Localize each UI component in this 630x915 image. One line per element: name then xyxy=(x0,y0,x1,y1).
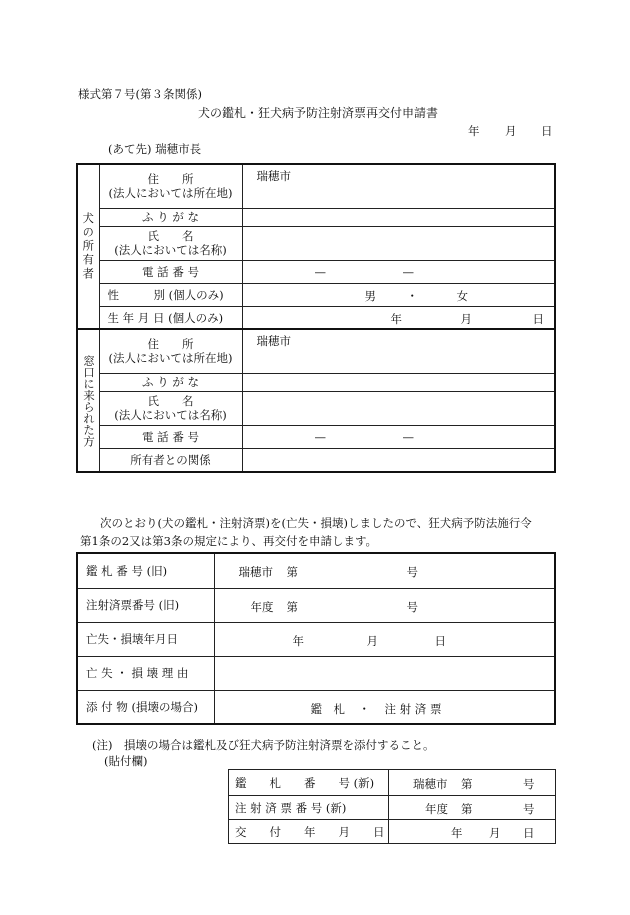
applicant-table xyxy=(76,163,556,473)
owner-furigana-label: ふ り が な xyxy=(99,208,242,226)
new-tag-city: 瑞穂市 xyxy=(413,777,448,791)
owner-furigana-field[interactable] xyxy=(242,208,555,226)
visitor-phone-dash-2: — xyxy=(402,429,414,444)
old-tag-go: 号 xyxy=(406,565,418,579)
loss-reason-field[interactable] xyxy=(214,656,555,690)
owner-name-field[interactable] xyxy=(242,226,555,260)
visitor-furigana-label: ふ り が な xyxy=(99,373,242,391)
issue-date-field[interactable] xyxy=(389,820,556,844)
old-vaccine-dai: 第 xyxy=(286,599,298,614)
birth-month-unit: 月 xyxy=(460,311,472,326)
visitor-address-field[interactable] xyxy=(242,329,555,373)
visitor-furigana-field[interactable] xyxy=(242,373,555,391)
owner-phone-dash-1: — xyxy=(314,264,326,279)
owner-phone-label: 電 話 番 号 xyxy=(99,260,242,283)
old-tag-city: 瑞穂市 xyxy=(238,565,273,579)
old-tag-number-field[interactable] xyxy=(214,553,555,588)
visitor-name-label: 氏 名 (法人においては名称) xyxy=(99,391,242,425)
attachment-label: 添 付 物 (損壊の場合) xyxy=(77,690,214,724)
owner-address-prefix: 瑞穂市 xyxy=(256,169,291,183)
new-vaccine-label: 注 射 済 票 番 号 (新) xyxy=(229,796,389,820)
form-title: 犬の鑑札・狂犬病予防注射済票再交付申請書 xyxy=(198,106,439,120)
statement-line-1: 次のとおり(犬の鑑札・注射済票)を(亡失・損壊)しましたので、狂犬病予防法施行令 xyxy=(100,516,532,530)
attachment-field[interactable] xyxy=(214,690,555,724)
issue-day-unit: 日 xyxy=(523,826,535,840)
old-tag-dai: 第 xyxy=(286,565,298,579)
old-vaccine-number-field[interactable] xyxy=(214,588,555,622)
sex-separator: ・ xyxy=(406,288,418,303)
visitor-phone-dash-1: — xyxy=(314,429,326,444)
owner-name-label: 氏 名 (法人においては名称) xyxy=(99,226,242,260)
addressee: (あて先) 瑞穂市長 xyxy=(108,142,202,156)
date-year: 年 xyxy=(468,124,480,138)
new-vaccine-nendo: 年度 xyxy=(425,802,448,816)
statement-line-2: 第1条の2又は第3条の規定により、再交付を申請します。 xyxy=(80,534,378,548)
old-vaccine-number-label: 注射済票番号 (旧) xyxy=(77,588,214,622)
visitor-address-label: 住 所 (法人においては所在地) xyxy=(99,329,242,373)
visitor-name-field[interactable] xyxy=(242,391,555,425)
birth-year-unit: 年 xyxy=(390,311,402,326)
new-vaccine-dai: 第 xyxy=(461,802,473,816)
owner-phone-field[interactable] xyxy=(242,260,555,283)
new-vaccine-field[interactable] xyxy=(389,796,556,820)
attach-tag-option[interactable]: 鑑 札 xyxy=(310,701,345,716)
owner-group-label: 犬の所有者 xyxy=(77,164,99,329)
loss-year-unit: 年 xyxy=(292,633,304,648)
date-day: 日 xyxy=(541,124,553,138)
new-tag-go: 号 xyxy=(523,777,535,791)
new-vaccine-go: 号 xyxy=(523,802,535,816)
loss-month-unit: 月 xyxy=(366,633,378,648)
loss-day-unit: 日 xyxy=(434,633,446,648)
issue-date-label: 交 付 年 月 日 xyxy=(229,820,389,844)
new-tag-dai: 第 xyxy=(461,777,473,791)
issue-year-unit: 年 xyxy=(451,826,463,840)
old-tag-number-label: 鑑 札 番 号 (旧) xyxy=(77,553,214,588)
owner-address-label: 住 所 (法人においては所在地) xyxy=(99,164,242,208)
visitor-relation-field[interactable] xyxy=(242,448,555,472)
new-tag-label: 鑑 札 番 号 (新) xyxy=(229,770,389,796)
visitor-address-prefix: 瑞穂市 xyxy=(256,334,291,348)
note-text: (注) 損壊の場合は鑑札及び狂犬病予防注射済票を添付すること。 xyxy=(92,738,435,752)
date-month: 月 xyxy=(505,124,517,138)
attach-vaccine-option[interactable]: 注 射 済 票 xyxy=(384,701,442,716)
visitor-group-label: 窓口に来られた方 xyxy=(77,329,99,472)
sex-male-option[interactable]: 男 xyxy=(364,288,376,303)
details-table xyxy=(76,552,556,725)
issue-month-unit: 月 xyxy=(489,826,501,840)
owner-birth-label: 生 年 月 日 (個人のみ) xyxy=(99,306,242,329)
attach-separator: ・ xyxy=(358,701,370,716)
owner-address-field[interactable] xyxy=(242,164,555,208)
visitor-relation-label: 所有者との関係 xyxy=(99,448,242,472)
loss-date-label: 亡失・損壊年月日 xyxy=(77,622,214,656)
birth-day-unit: 日 xyxy=(532,311,544,326)
owner-sex-label: 性 別 (個人のみ) xyxy=(99,283,242,306)
loss-date-field[interactable] xyxy=(214,622,555,656)
visitor-phone-label: 電 話 番 号 xyxy=(99,425,242,448)
owner-sex-field[interactable] xyxy=(242,283,555,306)
visitor-phone-field[interactable] xyxy=(242,425,555,448)
paste-area-label: (貼付欄) xyxy=(104,754,148,768)
issue-table xyxy=(228,769,556,844)
old-vaccine-nendo: 年度 xyxy=(250,599,274,614)
form-number: 様式第７号(第３条関係) xyxy=(78,87,202,101)
new-tag-field[interactable] xyxy=(389,770,556,796)
sex-female-option[interactable]: 女 xyxy=(456,288,468,303)
owner-birth-field[interactable] xyxy=(242,306,555,329)
owner-phone-dash-2: — xyxy=(402,264,414,279)
loss-reason-label: 亡 失 ・ 損 壊 理 由 xyxy=(77,656,214,690)
old-vaccine-go: 号 xyxy=(406,599,418,614)
